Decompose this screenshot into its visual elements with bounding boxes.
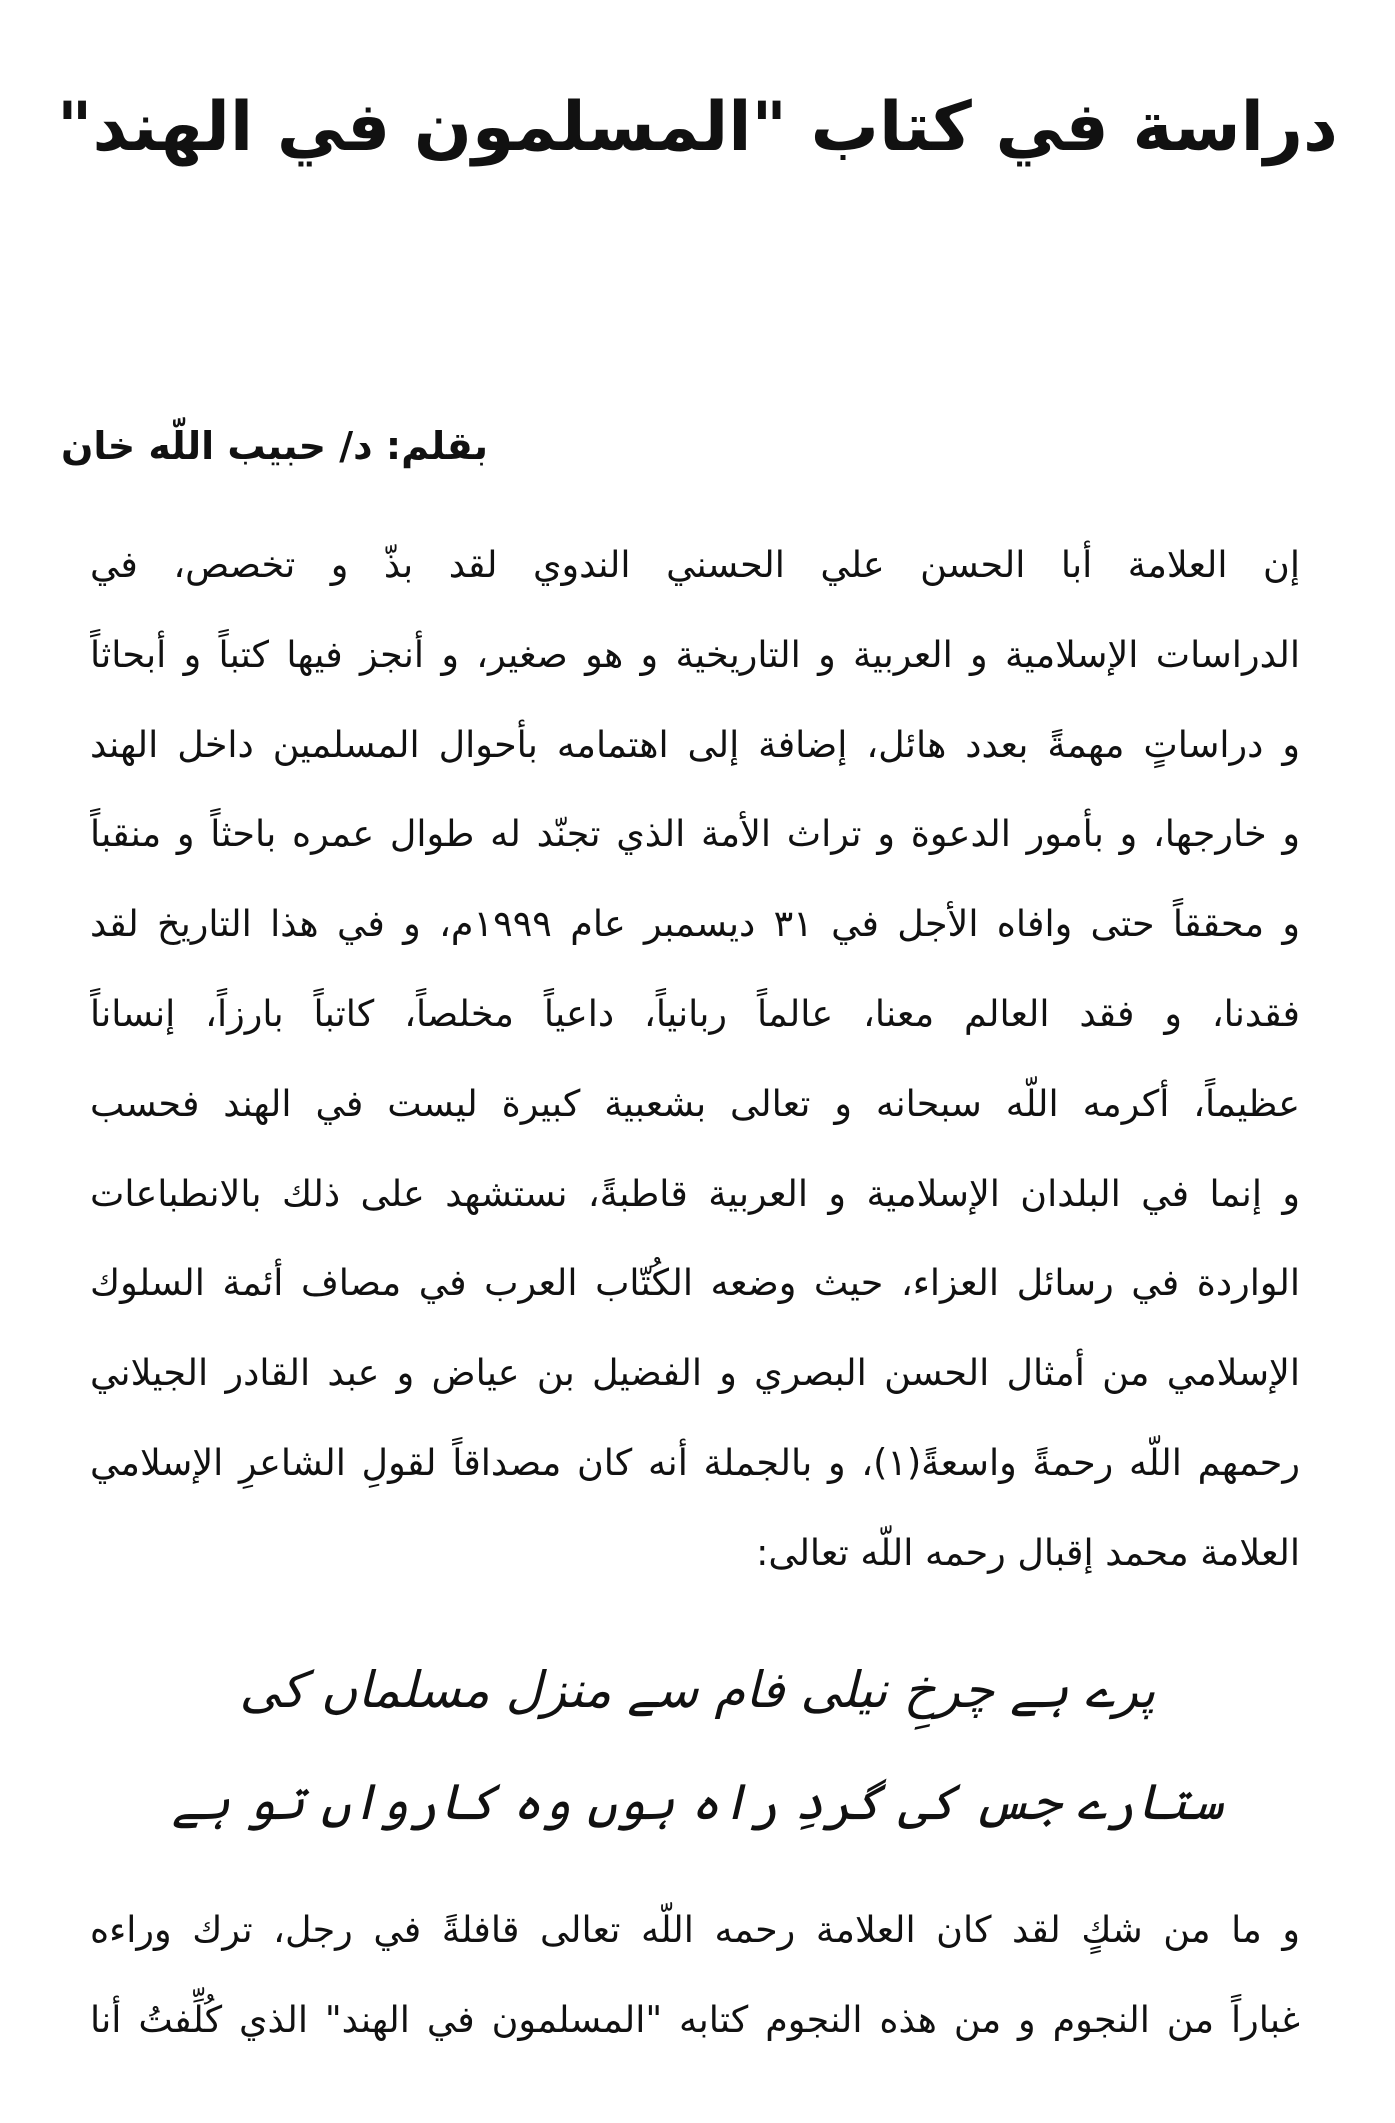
- verse-line: پرے ہے چرخِ نیلی فام سے منزل مسلماں کی: [239, 1661, 1156, 1719]
- text-line: إن العلامة أبا الحسن علي الحسني الندوي لقد بذّ و تخصص، في: [90, 543, 1300, 586]
- page-title: دراسة في كتاب "المسلمون في الهند": [57, 88, 1338, 167]
- text-line: الواردة في رسائل العزاء، حيث وضعه الكُتّاب العرب في مصاف أئمة السلوك: [90, 1261, 1300, 1305]
- verse-line: ستارے جس کی گردِ راہ ہوں وہ کارواں تو ہے: [171, 1773, 1224, 1831]
- author-byline: بقلم: د/ حبيب اللّه خان: [61, 424, 488, 468]
- text-line: و دراساتٍ مهمةً بعدد هائل، إضافة إلى اهتمامه بأحوال المسلمين داخل الهند: [90, 722, 1300, 766]
- text-line: الدراسات الإسلامية و العربية و التاريخية و هو صغير، و أنجز فيها كتباً و أبحاثاً: [90, 632, 1300, 676]
- text-line: و ما من شكٍ لقد كان العلامة رحمه اللّه تعالى قافلةً في رجل، ترك وراءه: [90, 1908, 1300, 1951]
- text-line: عظيماً، أكرمه اللّه سبحانه و تعالى بشعبية كبيرة ليست في الهند فحسب: [90, 1081, 1300, 1125]
- text-line: و إنما في البلدان الإسلامية و العربية قاطبةً، نستشهد على ذلك بالانطباعات: [90, 1171, 1300, 1215]
- paragraph-continuation: [90, 1885, 1300, 2065]
- paragraph-intro: [90, 520, 1300, 1598]
- urdu-verse: [0, 1634, 1395, 1858]
- text-line: رحمهم اللّه رحمةً واسعةً(١)، و بالجملة أنه كان مصداقاً لقولِ الشاعرِ الإسلامي: [90, 1440, 1300, 1484]
- text-line: فقدنا، و فقد العالم معنا، عالماً ربانياً، داعياً مخلصاً، كاتباً بارزاً، إنساناً: [90, 991, 1300, 1035]
- text-line: غباراً من النجوم و من هذه النجوم كتابه "المسلمون في الهند" الذي كُلِّفتُ أنا: [90, 1997, 1300, 2041]
- text-line: و خارجها، و بأمور الدعوة و تراث الأمة الذي تجنّد له طوال عمره باحثاً و منقباً: [90, 812, 1300, 856]
- text-line: الإسلامي من أمثال الحسن البصري و الفضيل بن عياض و عبد القادر الجيلاني: [90, 1351, 1300, 1395]
- text-line: العلامة محمد إقبال رحمه اللّه تعالى:: [756, 1530, 1300, 1574]
- text-line: و محققاً حتى وافاه الأجل في ٣١ ديسمبر عام ١٩٩٩م، و في هذا التاريخ لقد: [90, 902, 1300, 946]
